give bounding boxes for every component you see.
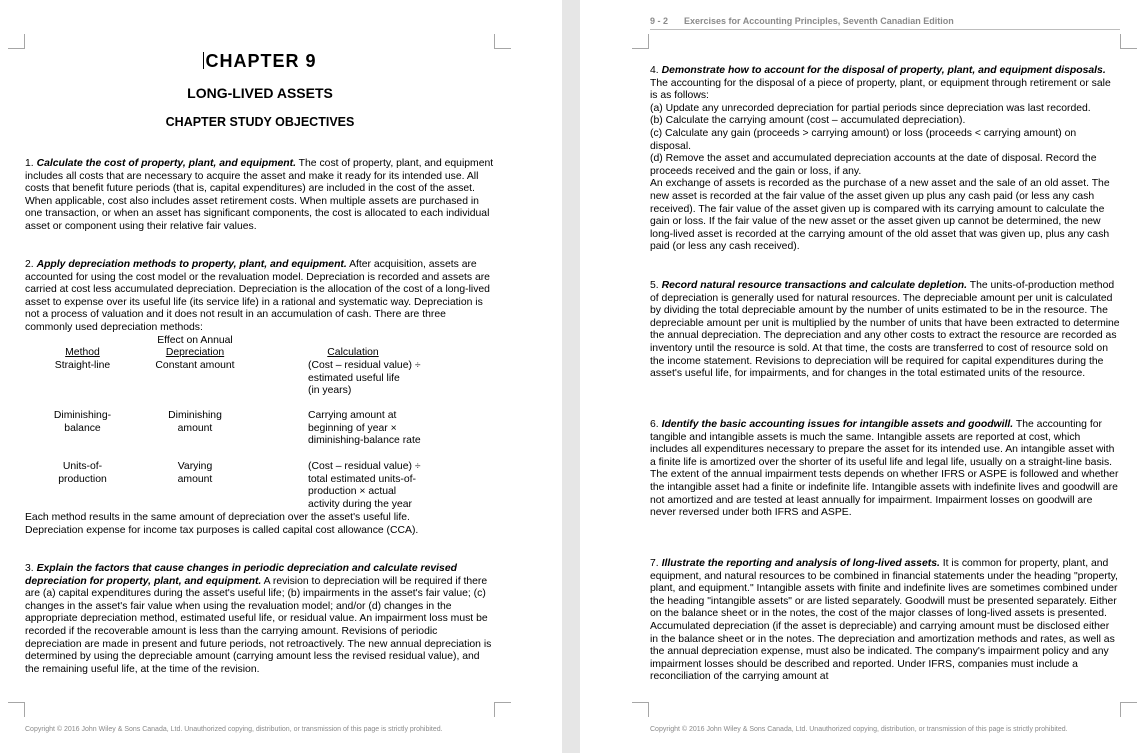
page-number: 9 - 2	[650, 16, 669, 26]
crop-mark	[1120, 702, 1137, 717]
crop-mark	[632, 34, 649, 49]
objective-5: 5. Record natural resource transactions and calculate depletion. The units-of-production method of depreciation is generally used for natural resources. The depreciable amount per unit is calculated by dividing the total depreciable amount by the number of units estimated to be in the resource. The depreciable amount per unit is multiplied by the number of units that have been extracted to determine the annual depreciation. The depreciation and any other costs to extract the resource are recorded as inventory until the resource is sold. At that time, the costs are transferred to cost of resource sold on the income statement. Revisions to depreciation will be required for capital expenditures during the asset's useful life, for impairments, and for changes in the total estimated units of the resource.	[650, 280, 1120, 380]
running-head-text: Exercises for Accounting Principles, Seventh Canadian Edition	[684, 16, 954, 26]
table-cell-method: Diminishing- balance	[53, 410, 112, 434]
objective-7: 7. Illustrate the reporting and analysis of long-lived assets. It is common for property, plant, and equipment, and natural resources to be combined in financial statements under the heading "property, plant, and equipment." Intangible assets with finite and indefinite lives are sometimes combined under the heading "intangible assets" or are listed separately. Goodwill must be presented separately. Either on the balance sheet or in the notes, the cost of the major classes of long-lived assets is presented. Accumulated depreciation (if the asset is depreciable) and carrying amount must be disclosed either in the balance sheet or in the notes. The depreciation and amortization methods and rates, as well as the annual depreciation expense, must also be indicated. The company's impairment policy and any impairment losses should be described and reported. Under IFRS, companies must include a reconciliation of the carrying amount at	[650, 558, 1118, 683]
depreciation-note: Each method results in the same amount of depreciation over the asset's useful life. Depreciation expense for income tax purposes is called capital cost allowance (CCA).	[25, 512, 419, 536]
objective-3: 3. Explain the factors that cause changes in periodic depreciation and calculate revised depreciation for property, plant, and equipment. A revision to depreciation will be required if there are (a) capital expenditures during the asset's useful life; (b) impairments in the asset's fair value; (c) changes in the asset's fair value when using the revaluation model; and/or (d) changes in the appropriate depreciation method, estimated useful life, or residual value. An impairment loss must be recorded if the recoverable amount is less than the carrying amount. Revisions of periodic depreciation are made in present and future periods, not retroactively. The new annual depreciation is determined by using the depreciable amount (carrying amount less the revised residual value), and the remaining useful life, at the time of the revision.	[25, 563, 492, 675]
objective-4: 4. Demonstrate how to account for the disposal of property, plant, and equipment disposals. The accounting for the disposal of a piece of property, plant, or equipment through retirement or sale is as follows: (a) Update any unrecorded depreciation for partial periods since depreciation was last recorded. (b) Calculate the carrying amount (cost – accumulated depreciation). (c) Calculate any gain (proceeds > carrying amount) or loss (proceeds < carrying amount) on disposal. (d) Remove the asset and accumulated depreciation accounts at the date of disposal. Record the proceeds received and the gain or loss, if any. An exchange of assets is recorded as the purchase of a new asset and the sale of an old asset. The new asset is recorded at the fair value of the asset given up plus any cash paid (or less any cash received). The fair value of the asset given up is compared with its carrying amount to calculate the gain or loss. If the fair value of the new asset or the asset given up cannot be determined, the new long-lived asset is recorded at the carrying amount of the old asset that was given up, plus any cash paid (or less any cash received).	[650, 65, 1111, 253]
table-cell-effect: Diminishing amount	[168, 410, 222, 434]
table-header-method: Method	[65, 347, 100, 358]
chapter-heading-text: CHAPTER 9	[205, 51, 317, 71]
document-page-left[interactable]	[0, 0, 562, 753]
running-header	[650, 16, 954, 26]
copyright-footer: Copyright © 2016 John Wiley & Sons Canada, Ltd. Unauthorized copying, distribution, or transmission of this page is strictly prohibited.	[25, 726, 443, 733]
table-cell-calculation: (Cost – residual value) ÷ estimated useful life (in years)	[308, 360, 421, 397]
objective-6: 6. Identify the basic accounting issues for intangible assets and goodwill. The accounting for tangible and intangible assets is much the same. Intangible assets are reported at cost, which includes all expenditures necessary to prepare the asset for its intended use. An intangible asset with a finite life is amortized over the shorter of its useful life and legal life, usually on a straight-line basis. The extent of the annual impairment tests depends on whether IFRS or ASPE is followed and whether the intangible asset had a finite or indefinite life. Intangible assets with indefinite lives and goodwill are not amortized and are tested at least annually for impairment. Impairment losses on goodwill are never reversed under both IFRS and ASPE.	[650, 419, 1119, 519]
objective-2: 2. Apply depreciation methods to property, plant, and equipment. After acquisition, assets are accounted for using the cost model or the revaluation model. Depreciation is recorded and assets are carried at cost less accumulated depreciation. Depreciation is the allocation of the cost of a long-lived asset to expense over its useful life (its service life) in a rational and systematic way. Depreciation is not a process of valuation and it does not result in an accumulation of cash. There are three commonly used depreciation methods:	[25, 259, 490, 333]
copyright-footer: Copyright © 2016 John Wiley & Sons Canada, Ltd. Unauthorized copying, distribution, or transmission of this page is strictly prohibited.	[650, 726, 1068, 733]
crop-mark	[8, 34, 25, 49]
table-cell-calculation: Carrying amount at beginning of year × diminishing-balance rate	[308, 410, 421, 447]
objective-1: 1. Calculate the cost of property, plant, and equipment. The cost of property, plant, and equipment includes all costs that are necessary to acquire the asset and make it ready for its intended use. All costs that benefit future periods (that is, capital expenditures) are included in the cost of the asset. When applicable, cost also includes asset retirement costs. When multiple assets are purchased in one transaction, or when an asset has significant components, the cost is allocated to each individual asset or component using their relative fair values.	[25, 158, 494, 232]
crop-mark	[632, 702, 649, 717]
crop-mark	[494, 702, 511, 717]
chapter-heading	[0, 51, 520, 72]
crop-mark	[1120, 34, 1137, 49]
section-title: CHAPTER STUDY OBJECTIVES	[165, 115, 355, 129]
crop-mark	[494, 34, 511, 49]
table-cell-method: Straight-line	[54, 360, 111, 371]
document-page-right[interactable]	[580, 0, 1143, 753]
chapter-title: LONG-LIVED ASSETS	[187, 85, 333, 101]
table-cell-calculation: (Cost – residual value) ÷ total estimated units-of- production × actual activity during the year	[308, 461, 421, 510]
page-gap	[562, 0, 580, 753]
table-header-depreciation: Depreciation	[165, 347, 225, 358]
table-cell-method: Units-of- production	[58, 461, 107, 485]
header-rule	[650, 29, 1120, 30]
table-cell-effect: Constant amount	[155, 360, 235, 371]
table-header-effect: Effect on Annual	[157, 335, 233, 346]
table-header-calculation: Calculation	[327, 347, 379, 358]
crop-mark	[8, 702, 25, 717]
table-cell-effect: Varying amount	[177, 461, 213, 485]
